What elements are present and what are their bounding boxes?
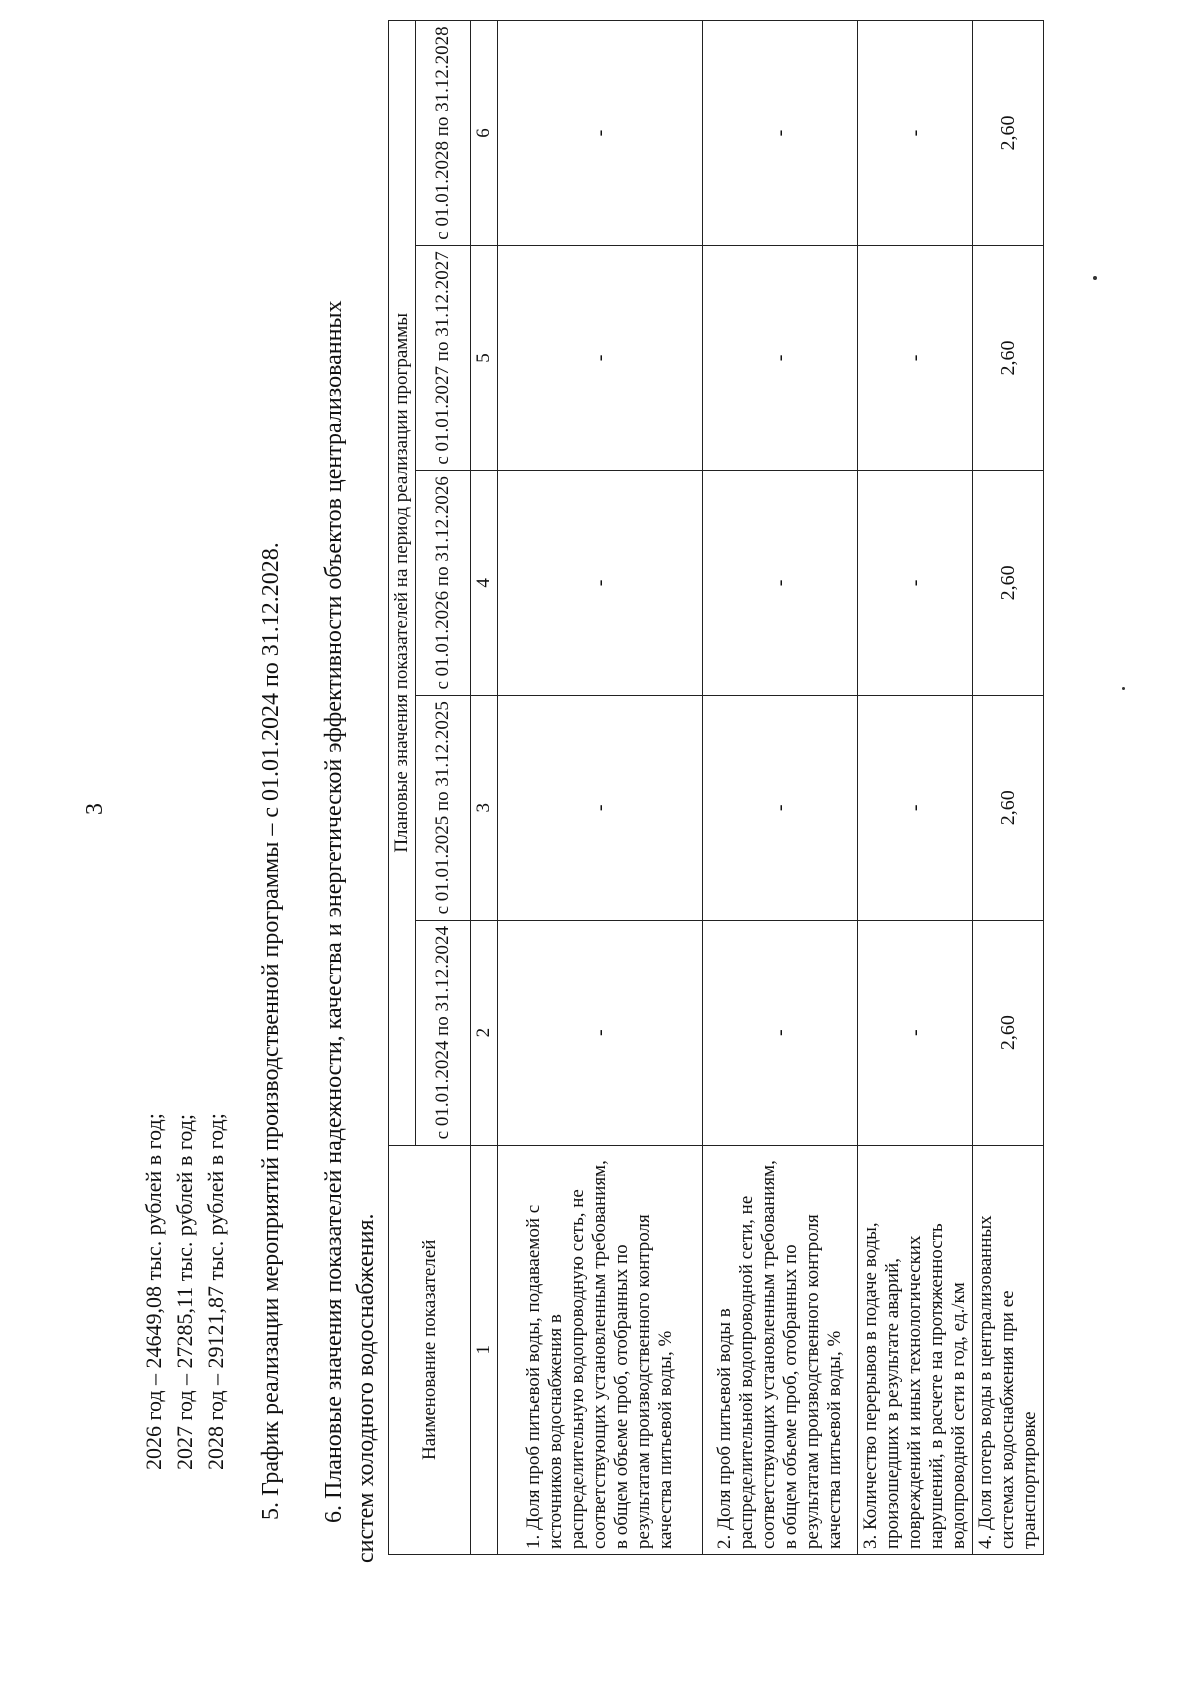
indicator-value: - (498, 920, 703, 1145)
indicator-name: 1. Доля проб питьевой воды, подаваемой с источников водоснабжения в распределительную водопроводную сеть, не соответствующих установленным требованиям, в общем объеме проб, отобранных по результатам производственного контроля качества питьевой воды, % (498, 1145, 703, 1554)
name-column-header: Наименование показателей (389, 1145, 471, 1554)
period-header: с 01.01.2024 по 31.12.2024 (416, 920, 471, 1145)
period-header: с 01.01.2028 по 31.12.2028 (416, 21, 471, 246)
indicator-value: - (703, 920, 858, 1145)
period-header: с 01.01.2027 по 31.12.2027 (416, 246, 471, 471)
scan-speck (1122, 687, 1125, 690)
column-number-row (471, 21, 498, 1555)
indicator-value: 2,60 (973, 470, 1044, 695)
indicator-value: - (498, 695, 703, 920)
column-number: 2 (471, 920, 498, 1145)
indicator-value: 2,60 (973, 920, 1044, 1145)
column-number: 4 (471, 470, 498, 695)
indicator-value: - (858, 21, 973, 246)
indicator-value: - (703, 695, 858, 920)
period-header: с 01.01.2025 по 31.12.2025 (416, 695, 471, 920)
indicator-value: 2,60 (973, 695, 1044, 920)
table-row (858, 21, 973, 1555)
indicator-name: 2. Доля проб питьевой воды в распределительной водопроводной сети, не соответствующих установленным требованиям, в общем объеме проб, отобранных по результатам производственного контроля качества питьевой воды, % (703, 1145, 858, 1554)
year-amount-line: 2026 год – 24649,08 тыс. рублей в год; (141, 1113, 166, 1470)
table-row (703, 21, 858, 1555)
indicator-value: - (858, 246, 973, 471)
indicator-value: - (703, 21, 858, 246)
period-header: с 01.01.2026 по 31.12.2026 (416, 470, 471, 695)
column-number: 1 (471, 1145, 498, 1554)
indicator-value: - (703, 470, 858, 695)
column-number: 5 (471, 246, 498, 471)
indicator-value: - (858, 695, 973, 920)
year-amounts-list (138, 1113, 231, 1470)
indicator-value: - (498, 21, 703, 246)
indicator-value: 2,60 (973, 21, 1044, 246)
section-6-heading (318, 23, 382, 1563)
indicator-value: - (498, 246, 703, 471)
indicators-table (388, 20, 1044, 1555)
section-5-schedule: 5. График реализации мероприятий производственной программы – с 01.01.2024 по 31.12.2028. (258, 542, 284, 1520)
page-number: 3 (82, 803, 108, 815)
indicator-value: 2,60 (973, 246, 1044, 471)
indicator-value: - (858, 920, 973, 1145)
indicator-name: 3. Количество перерывов в подаче воды, произошедших в результате аварий, повреждений и иных технологических нарушений, в расчете на протяженность водопроводной сети в год, ед./км (858, 1145, 973, 1554)
indicator-value: - (498, 470, 703, 695)
column-number: 6 (471, 21, 498, 246)
column-number: 3 (471, 695, 498, 920)
indicator-name: 4. Доля потерь воды в централизованных системах водоснабжения при ее транспортировке (973, 1145, 1044, 1554)
scan-speck (1093, 276, 1097, 280)
indicator-value: - (858, 470, 973, 695)
year-amount-line: 2028 год – 29121,87 тыс. рублей в год; (203, 1113, 228, 1470)
indicator-value: - (703, 246, 858, 471)
planned-values-group-header: Плановые значения показателей на период реализации программы (389, 21, 416, 1146)
section-6-line-2: систем холодного водоснабжения. (353, 1213, 379, 1563)
year-amount-line: 2027 год – 27285,11 тыс. рублей в год; (172, 1114, 197, 1470)
table-row (498, 21, 703, 1555)
table-row (973, 21, 1044, 1555)
section-6-line-1: 6. Плановые значения показателей надежности, качества и энергетической эффективности объектов централизованных (321, 300, 347, 1523)
